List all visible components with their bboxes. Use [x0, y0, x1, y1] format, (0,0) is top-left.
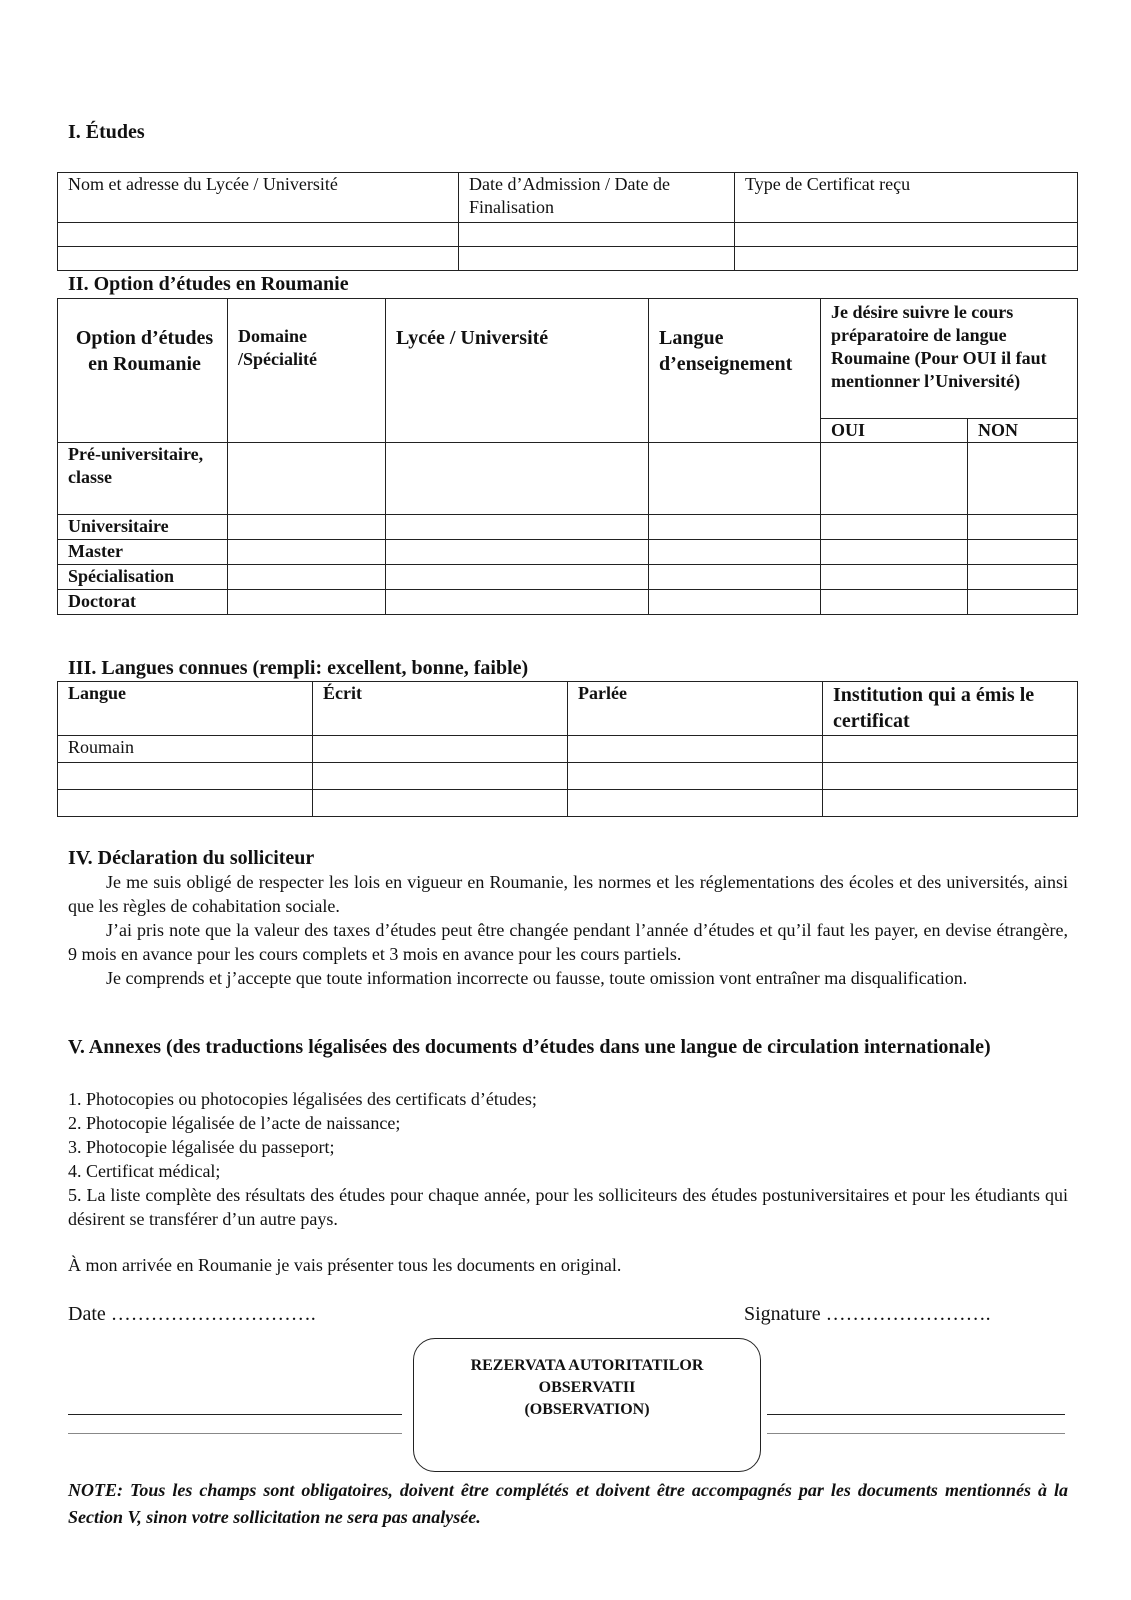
- row-label-doctorat: Doctorat: [58, 590, 228, 615]
- section-1-title: I. Études: [68, 121, 145, 143]
- option-cell[interactable]: [649, 590, 821, 615]
- languages-header-ecrit: Écrit: [313, 682, 568, 736]
- non-cell[interactable]: [968, 540, 1078, 565]
- option-cell[interactable]: [386, 540, 649, 565]
- left-line: [68, 1433, 402, 1434]
- section-2-title: II. Option d’études en Roumanie: [68, 273, 349, 295]
- annex-item: 5. La liste complète des résultats des études pour chaque année, pour les solliciteurs des études postuniversitaires et pour les étudiants qui désirent se transférer d’un autre pays.: [68, 1185, 1068, 1229]
- annex-item: 3. Photocopie légalisée du passeport;: [68, 1137, 335, 1157]
- languages-cell[interactable]: [58, 790, 313, 817]
- declaration-paragraph-3: Je comprends et j’accepte que toute information incorrecte ou fausse, toute omission vont entraîner ma disqualification.: [106, 968, 968, 988]
- header-non: NON: [968, 419, 1078, 443]
- option-cell[interactable]: [386, 443, 649, 515]
- header-oui: OUI: [821, 419, 968, 443]
- note-text: NOTE: Tous les champs sont obligatoires, doivent être complétés et doivent être accompagnés par les documents mentionnés à la Section V, sinon votre sollicitation ne sera pas analysée.: [68, 1480, 1068, 1527]
- studies-cell[interactable]: [58, 223, 459, 247]
- oui-cell[interactable]: [821, 515, 968, 540]
- box-line-2: OBSERVATII: [538, 1379, 636, 1396]
- studies-header-certificate: Type de Certificat reçu: [735, 173, 1078, 223]
- study-option-table: [57, 298, 1078, 615]
- row-label-master: Master: [58, 540, 228, 565]
- header-lycee: Lycée / Université: [386, 299, 649, 443]
- languages-cell[interactable]: [568, 736, 823, 763]
- oui-cell[interactable]: [821, 565, 968, 590]
- languages-cell[interactable]: [823, 736, 1078, 763]
- authority-observation-box: [413, 1338, 761, 1472]
- declaration-paragraph-1: Je me suis obligé de respecter les lois en vigueur en Roumanie, les normes et les réglementations des écoles et des universités, ainsi que les règles de cohabitation sociale.: [68, 872, 1068, 916]
- option-cell[interactable]: [228, 565, 386, 590]
- oui-cell[interactable]: [821, 540, 968, 565]
- option-cell[interactable]: [649, 443, 821, 515]
- arrival-statement: À mon arrivée en Roumanie je vais présenter tous les documents en original.: [68, 1255, 622, 1275]
- annex-item: 1. Photocopies ou photocopies légalisées des certificats d’études;: [68, 1089, 537, 1109]
- languages-cell[interactable]: [568, 763, 823, 790]
- languages-cell[interactable]: [313, 736, 568, 763]
- languages-cell[interactable]: [313, 790, 568, 817]
- studies-header-school: Nom et adresse du Lycée / Université: [58, 173, 459, 223]
- languages-header-institution: Institution qui a émis le certificat: [823, 682, 1078, 736]
- languages-header-langue: Langue: [58, 682, 313, 736]
- studies-table: [57, 172, 1078, 271]
- header-cours-preparatoire: Je désire suivre le cours préparatoire de langue Roumaine (Pour OUI il faut mentionner l’Université): [821, 299, 1078, 419]
- languages-cell[interactable]: [58, 763, 313, 790]
- languages-cell[interactable]: [823, 763, 1078, 790]
- section-5-title: V. Annexes (des traductions légalisées des documents d’études dans une langue de circulation internationale): [68, 1036, 991, 1058]
- option-cell[interactable]: [649, 515, 821, 540]
- languages-cell[interactable]: [313, 763, 568, 790]
- studies-cell[interactable]: [459, 247, 735, 271]
- studies-cell[interactable]: [735, 223, 1078, 247]
- option-cell[interactable]: [386, 515, 649, 540]
- section-3-title: III. Langues connues (rempli: excellent, bonne, faible): [68, 657, 529, 679]
- row-label-specialisation: Spécialisation: [58, 565, 228, 590]
- option-cell[interactable]: [649, 540, 821, 565]
- header-option: Option d’études en Roumanie: [58, 299, 228, 443]
- option-cell[interactable]: [386, 590, 649, 615]
- languages-table: [57, 681, 1078, 817]
- option-cell[interactable]: [386, 565, 649, 590]
- option-cell[interactable]: [649, 565, 821, 590]
- option-cell[interactable]: [228, 540, 386, 565]
- header-domaine: Domaine /Spécialité: [228, 299, 386, 443]
- date-field[interactable]: Date ………………………….: [68, 1303, 316, 1325]
- languages-row-roumain: Roumain: [58, 736, 313, 763]
- oui-cell[interactable]: [821, 443, 968, 515]
- non-cell[interactable]: [968, 565, 1078, 590]
- oui-cell[interactable]: [821, 590, 968, 615]
- non-cell[interactable]: [968, 443, 1078, 515]
- row-label-universitaire: Universitaire: [58, 515, 228, 540]
- right-line: [767, 1433, 1065, 1434]
- option-cell[interactable]: [228, 590, 386, 615]
- right-line: [767, 1414, 1065, 1415]
- signature-field[interactable]: Signature …………………….: [744, 1303, 991, 1325]
- left-line: [68, 1414, 402, 1415]
- languages-header-parlee: Parlée: [568, 682, 823, 736]
- option-cell[interactable]: [228, 515, 386, 540]
- section-4-title: IV. Déclaration du solliciteur: [68, 847, 315, 869]
- box-line-3: (OBSERVATION): [524, 1401, 650, 1418]
- annex-item: 2. Photocopie légalisée de l’acte de naissance;: [68, 1113, 401, 1133]
- declaration-paragraph-2: J’ai pris note que la valeur des taxes d’études peut être changée pendant l’année d’études et qu’il faut les payer, en devise étrangère, 9 mois en avance pour les cours complets et 3 mois en avance pour les cours partiels.: [68, 920, 1068, 964]
- declaration-text: [68, 870, 1068, 990]
- option-cell[interactable]: [228, 443, 386, 515]
- non-cell[interactable]: [968, 590, 1078, 615]
- annexes-list: [68, 1087, 1068, 1231]
- annex-item: 4. Certificat médical;: [68, 1161, 221, 1181]
- languages-cell[interactable]: [568, 790, 823, 817]
- studies-cell[interactable]: [459, 223, 735, 247]
- languages-cell[interactable]: [823, 790, 1078, 817]
- non-cell[interactable]: [968, 515, 1078, 540]
- studies-cell[interactable]: [58, 247, 459, 271]
- header-langue: Langue d’enseignement: [649, 299, 821, 443]
- studies-header-dates: Date d’Admission / Date de Finalisation: [459, 173, 735, 223]
- row-label-preuniversitaire: Pré-universitaire, classe: [58, 443, 228, 515]
- box-line-1: REZERVATA AUTORITATILOR: [470, 1357, 704, 1374]
- studies-cell[interactable]: [735, 247, 1078, 271]
